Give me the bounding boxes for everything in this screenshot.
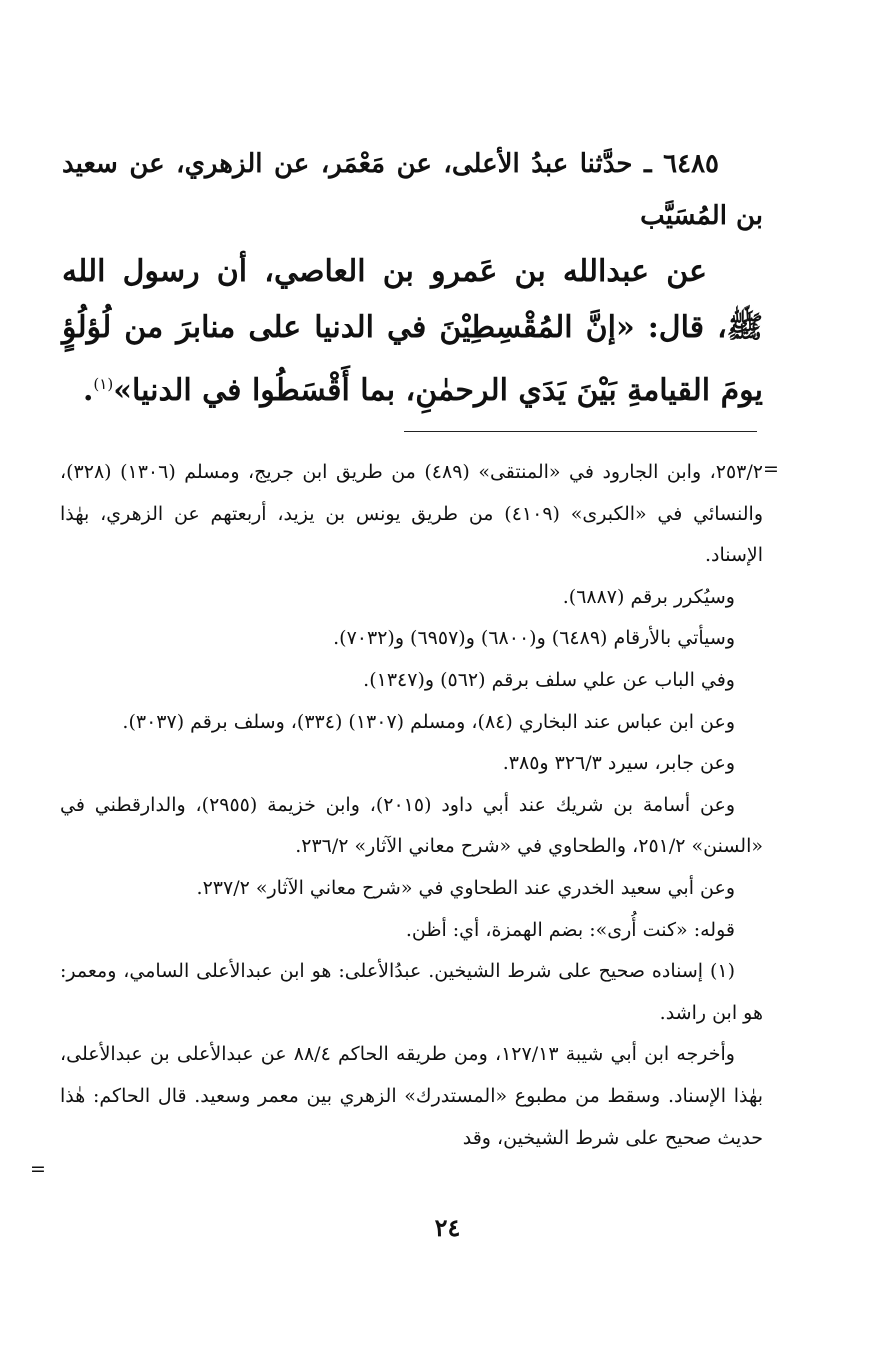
footnote-reference[interactable]: (١) — [93, 375, 114, 393]
page-number: ٢٤ — [434, 1213, 461, 1242]
note-line: وسيأتي بالأرقام (٦٤٨٩) و(٦٨٠٠) و(٦٩٥٧) و(٧٠٣٢). — [333, 627, 735, 650]
note-line: وعن جابر، سيرد ٣٢٦/٣ و٣٨٥. — [502, 752, 735, 775]
continuation-mark-bottom: = — [30, 1158, 46, 1180]
note-line: وعن ابن عباس عند البخاري (٨٤)، ومسلم (١٣٠٧) (٣٣٤)، وسلف برقم (٣٠٣٧). — [122, 710, 735, 733]
note-line: وعن أسامة بن شريك عند أبي داود (٢٠١٥)، وابن خزيمة (٢٩٥٥)، والدارقطني في «السنن» ٢٥١/٢، والطحاوي في «شرح معاني الآثار» ٢٣٦/٢. — [60, 793, 763, 858]
note-line: وأخرجه ابن أبي شيبة ١٢٧/١٣، ومن طريقه الحاكم ٨٨/٤ عن عبدالأعلى بن عبدالأعلى، بهٰذا الإسناد. وسقط من مطبوع «المستدرك» الزهري بين معمر وسعيد. قال الحاكم: هٰذا حديث صحيح على شرط الشيخين، وقد — [60, 1043, 763, 1149]
footnote-1: (١) إسناده صحيح على شرط الشيخين. عبدُالأعلى: هو ابن عبدالأعلى السامي، ومعمر: هو ابن راشد. — [60, 960, 763, 1024]
isnad-text: ٦٤٨٥ ـ حدَّثنا عبدُ الأعلى، عن مَعْمَر، عن الزهري، عن سعيد بن المُسَيَّب — [62, 149, 763, 231]
footnote-separator — [404, 431, 757, 432]
note-line: قوله: «كنت أُرى»: بضم الهمزة، أي: أظن. — [405, 918, 735, 941]
hadith-isnad — [62, 138, 763, 242]
note-line: وعن أبي سعيد الخدري عند الطحاوي في «شرح معاني الآثار» ٢٣٧/٢. — [196, 876, 735, 899]
matn-text: عن عبدالله بن عَمرو بن العاصي، أن رسول الله ﷺ، قال: «إنَّ المُقْسِطِيْنَ في الدنيا على منابرَ من لُؤلُؤٍ يومَ القيامةِ بَيْنَ يَدَي الرحمٰنِ، بما أَقْسَطُوا في الدنيا» — [62, 254, 763, 408]
footnotes — [60, 452, 763, 1159]
continuation-mark-top: = — [763, 458, 779, 480]
hadith-matn — [62, 244, 763, 419]
note-line: ٢٥٣/٢، وابن الجارود في «المنتقى» (٤٨٩) من طريق ابن جريج، ومسلم (١٣٠٦) (٣٢٨)، والنسائي في «الكبرى» (٤١٠٩) من طريق يونس بن يزيد، أربعتهم عن الزهري، بهٰذا الإسناد. — [60, 461, 763, 567]
matn-end-punctuation: . — [82, 373, 94, 408]
note-line: وسيُكرر برقم (٦٨٨٧). — [562, 585, 735, 608]
note-line: وفي الباب عن علي سلف برقم (٥٦٢) و(١٣٤٧). — [363, 668, 735, 691]
